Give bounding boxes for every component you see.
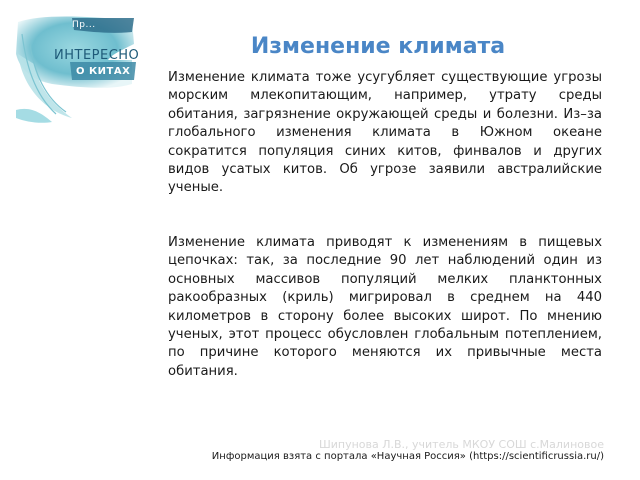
logo <box>12 14 140 126</box>
author-credit: Шипунова Л.В., учитель МКОУ СОШ с.Малиновое <box>318 438 604 451</box>
logo-title-line1: ИНТЕРЕСНО <box>54 48 140 63</box>
paragraph-2: Изменение климата приводят к изменениям в пищевых цепочках: так, за последние 90 лет наблюдений один из основных массивов популяций мелких планктонных ракообразных (криль) мигрировал в среднем на 440 километров в сторону более высоких широт. По мнению ученых, этот процесс обусловлен глобальным потеплением, по причине которого меняются их привычные места обитания. <box>168 235 602 379</box>
logo-title-line2: О КИТАХ <box>76 66 131 77</box>
source-credit: Информация взята с портала «Научная Россия» (https://scientificrussia.ru/) <box>211 451 604 462</box>
paragraph-1: Изменение климата тоже усугубляет существующие угрозы морским млекопитающим, например, утрату среды обитания, загрязнение окружающей среды и болезни. Из–за глобального изменения климата в Южном океане сократится популяция синих китов, финвалов и других видов усатых китов. Об угрозе заявили австралийские ученые. <box>168 70 602 196</box>
logo-top-text: Пр... <box>72 20 96 30</box>
slide-title: Изменение климата <box>250 34 506 59</box>
